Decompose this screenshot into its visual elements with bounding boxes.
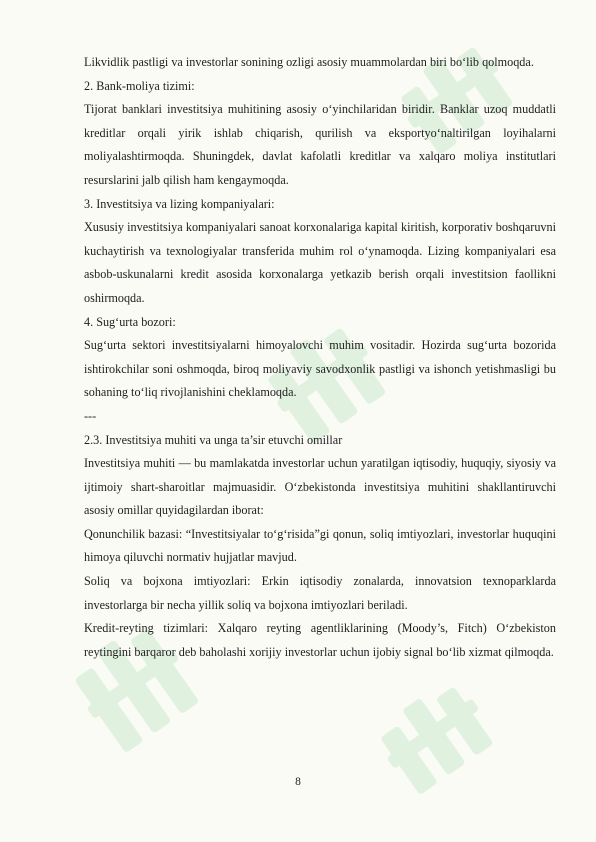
section-heading-investment-climate: 2.3. Investitsiya muhiti va unga ta’sir etuvchi omillar — [84, 432, 343, 447]
paragraph-private-investment: Xususiy investitsiya kompaniyalari sanoat korxonalariga kapital kiritish, korporativ boshqaruvni kuchaytirish va texnologiyalar transferida muhim rol o‘ynamoqda. Lizing kompaniyalari esa asbob-uskunalarni kredit asosida korxonalarga yetkazib berish orqali investitsion faollikni oshirmoqda. — [84, 220, 556, 305]
paragraph-credit-rating-systems: Kredit-reyting tizimlari: Xalqaro reyting agentliklarining (Moody’s, Fitch) O‘zbekiston reytingini barqaror deb baholashi xorijiy investorlar uchun ijobiy signal bo‘lib xizmat qilmoqda. — [84, 621, 556, 659]
paragraph-insurance-sector: Sug‘urta sektori investitsiyalarni himoyalovchi muhim vositadir. Hozirda sug‘urta bozorida ishtirokchilar soni oshmoqda, biroq moliyaviy savodxonlik pastligi va ishonch yetishmasligi bu sohaning to‘liq rivojlanishini cheklamoqda. — [84, 338, 556, 400]
heading-investment-leasing: 3. Investitsiya va lizing kompaniyalari: — [84, 196, 275, 211]
paragraph-commercial-banks: Tijorat banklari investitsiya muhitining asosiy o‘yinchilaridan biridir. Banklar uzoq muddatli kreditlar orqali yirik ishlab chiqarish, qurilish va eksportyo‘naltirilgan loyihalarni moliyalashtirmoqda. Shuningdek, davlat kafolatli kreditlar va xalqaro moliya institutlari resurslarini jalb qilish ham kengaymoqda. — [84, 102, 556, 187]
paragraph-investment-climate-definition: Investitsiya muhiti — bu mamlakatda investorlar uchun yaratilgan iqtisodiy, huquqiy, siyosiy va ijtimoiy shart-sharoitlar majmuasidir. O‘zbekistonda investitsiya muhitini shakllantiruvchi asosiy omillar quyidagilardan iborat: — [84, 456, 556, 518]
heading-bank-finance-system: 2. Bank-moliya tizimi: — [84, 78, 195, 93]
heading-insurance-market: 4. Sug‘urta bozori: — [84, 314, 176, 329]
separator-dashes: --- — [84, 408, 97, 423]
paragraph-legislative-base: Qonunchilik bazasi: “Investitsiyalar to‘g‘risida”gi qonun, soliq imtiyozlari, investorlar huquqini himoya qiluvchi normativ hujjatlar mavjud. — [84, 526, 556, 565]
paragraph-liquidity: Likvidlik pastligi va investorlar sonining ozligi asosiy muammolardan biri bo‘lib qolmoqda. — [84, 55, 534, 69]
paragraph-tax-customs-benefits: Soliq va bojxona imtiyozlari: Erkin iqtisodiy zonalarda, innovatsion texnoparklarda investorlarga bir necha yillik soliq va bojxona imtiyozlari beriladi. — [84, 574, 556, 612]
document-body — [84, 51, 556, 664]
page-number: 8 — [295, 776, 301, 788]
